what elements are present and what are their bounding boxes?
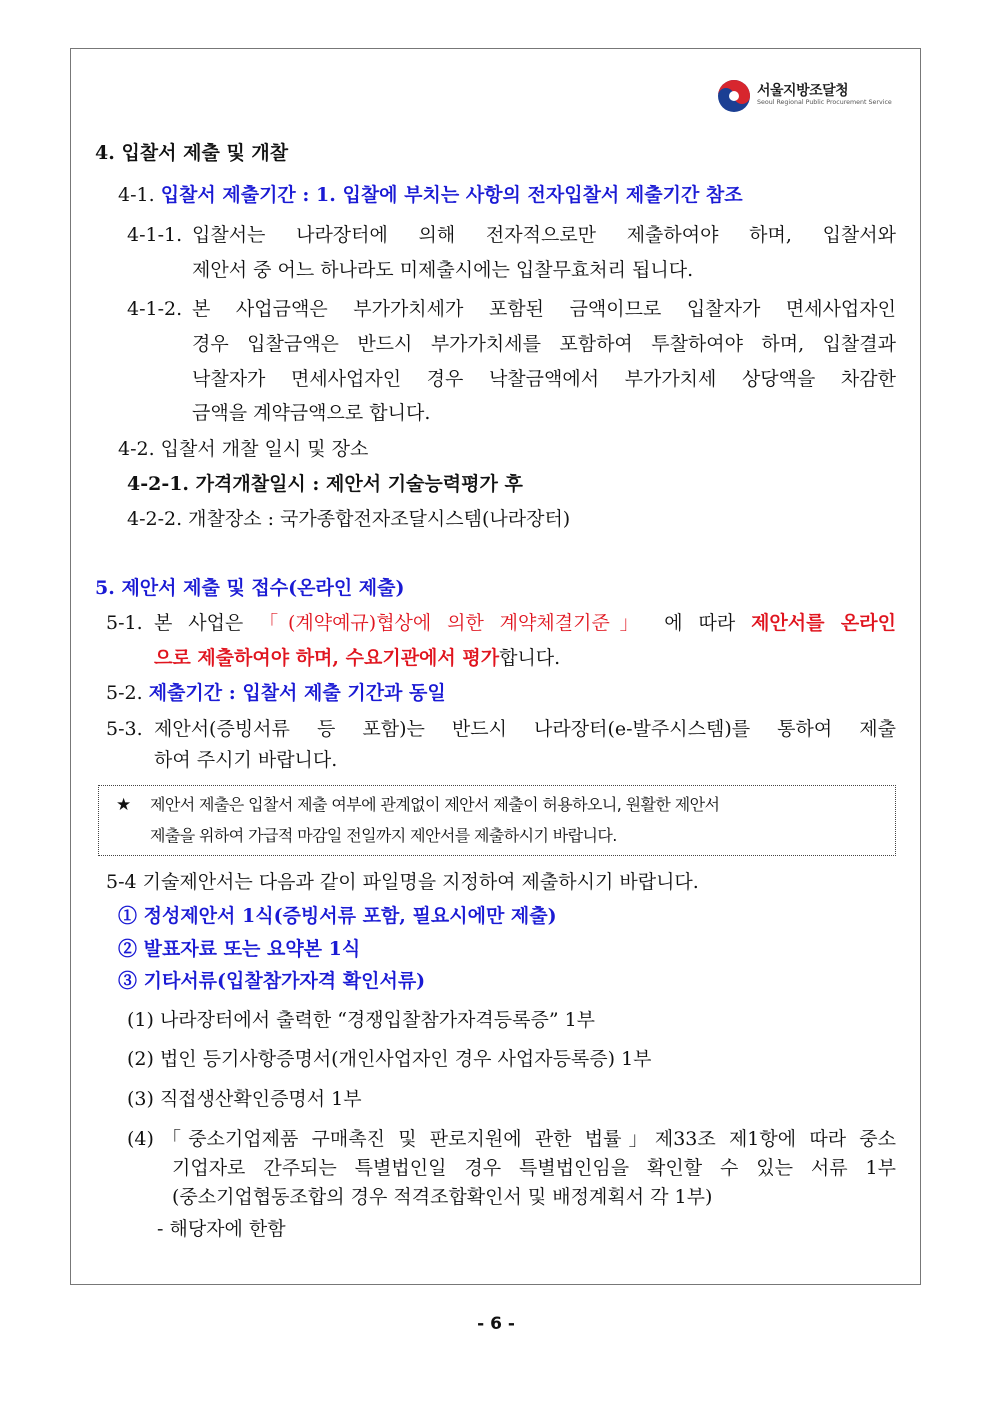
section-5-4: 5-4 기술제안서는 다음과 같이 파일명을 지정하여 제출하시기 바랍니다. <box>106 871 699 893</box>
sub-item-4-line2: 기업자로 간주되는 특별법인일 경우 특별법인임을 확인할 수 있는 서류 1부 <box>172 1157 896 1179</box>
star-icon: ★ <box>116 795 131 815</box>
org-logo <box>716 78 906 114</box>
org-name-korean: 서울지방조달청 <box>757 83 849 99</box>
notice-line1: 제안서 제출은 입찰서 제출 여부에 관계없이 제안서 제출이 허용하오니, 원활한 제안서 <box>150 795 720 814</box>
section-5-1-number: 5-1. <box>106 612 143 634</box>
section-4-1-number: 4-1. <box>118 184 155 206</box>
section-5-3-line2: 하여 주시기 바랍니다. <box>154 749 338 771</box>
section-5-2-text: 제출기간 : 입찰서 제출 기간과 동일 <box>148 682 446 704</box>
section-5-1-intro: 본 사업은 <box>154 612 244 634</box>
section-4-1-2-line1: 본 사업금액은 부가가치세가 포함된 금액이므로 입찰자가 면세사업자인 <box>192 298 896 320</box>
list-item-3: ③ 기타서류(입찰참가자격 확인서류) <box>118 970 426 992</box>
section-5-3-number: 5-3. <box>106 718 143 740</box>
section-5-1-end: 합니다. <box>499 647 561 669</box>
sub-item-1: (1) 나라장터에서 출력한 “경쟁입찰참가자격등록증” 1부 <box>127 1009 596 1031</box>
section-4-2: 4-2. 입찰서 개찰 일시 및 장소 <box>118 438 369 460</box>
section-5-2 <box>106 680 446 706</box>
section-5-1-regulation: 「(계약예규)협상에 의한 계약체결기준」 <box>259 612 649 634</box>
list-item-2: ② 발표자료 또는 요약본 1식 <box>118 938 361 960</box>
section-4-1-2-number: 4-1-2. <box>127 298 183 320</box>
notice-line2: 제출을 위하여 가급적 마감일 전일까지 제안서를 제출하시기 바랍니다. <box>150 826 617 845</box>
section-5-1-line2 <box>154 645 560 671</box>
section-4-1-2-line2: 경우 입찰금액은 반드시 부가가치세를 포함하여 투찰하여야 하며, 입찰결과 <box>192 333 896 355</box>
section-4-1-1-number: 4-1-1. <box>127 224 183 246</box>
sub-item-2: (2) 법인 등기사항증명서(개인사업자인 경우 사업자등록증) 1부 <box>127 1048 652 1070</box>
section-4-1-text: 입찰서 제출기간 : 1. 입찰에 부치는 사항의 전자입찰서 제출기간 참조 <box>160 184 743 206</box>
section-5-1-emphasis: 제안서를 온라인 <box>751 612 896 634</box>
section-5-1-connector: 에 따라 <box>664 612 736 634</box>
section-4-2-2: 4-2-2. 개찰장소 : 국가종합전자조달시스템(나라장터) <box>127 508 571 530</box>
section-4-1-2-line4: 금액을 계약금액으로 합니다. <box>192 402 431 424</box>
section-4-1-1-line2: 제안서 중 어느 하나라도 미제출시에는 입찰무효처리 됩니다. <box>192 259 694 281</box>
section-4-1-2-line3: 낙찰자가 면세사업자인 경우 낙찰금액에서 부가가치세 상당액을 차감한 <box>192 368 896 390</box>
section-5-1-line1 <box>154 610 896 636</box>
section-4-2-1: 4-2-1. 가격개찰일시 : 제안서 기술능력평가 후 <box>127 473 523 495</box>
section-4-1 <box>118 182 743 208</box>
section-4-title: 4. 입찰서 제출 및 개찰 <box>95 142 289 164</box>
org-name-english: Seoul Regional Public Procurement Service <box>757 99 892 106</box>
sub-item-4-note: - 해당자에 한함 <box>157 1218 286 1240</box>
sub-item-4-line1: 「중소기업제품 구매촉진 및 판로지원에 관한 법률」제33조 제1항에 따라 중소 <box>162 1128 896 1150</box>
section-5-2-number: 5-2. <box>106 682 143 704</box>
list-item-1: ① 정성제안서 1식(증빙서류 포함, 필요시에만 제출) <box>118 905 557 927</box>
page-number: - 6 - <box>477 1314 515 1334</box>
section-5-3-line1: 제안서(증빙서류 등 포함)는 반드시 나라장터(e-발주시스템)를 통하여 제출 <box>154 718 896 740</box>
sub-item-3: (3) 직접생산확인증명서 1부 <box>127 1088 362 1110</box>
section-5-title: 5. 제안서 제출 및 접수(온라인 제출) <box>95 577 405 599</box>
sub-item-4-number: (4) <box>127 1128 154 1150</box>
section-5-1-emphasis-cont: 으로 제출하여야 하며, 수요기관에서 평가 <box>154 647 500 669</box>
taegeuk-emblem-icon <box>716 78 752 114</box>
section-4-1-1-line1: 입찰서는 나라장터에 의해 전자적으로만 제출하여야 하며, 입찰서와 <box>192 224 896 246</box>
sub-item-4-line3: (중소기업협동조합의 경우 적격조합확인서 및 배정계획서 각 1부) <box>172 1186 713 1208</box>
